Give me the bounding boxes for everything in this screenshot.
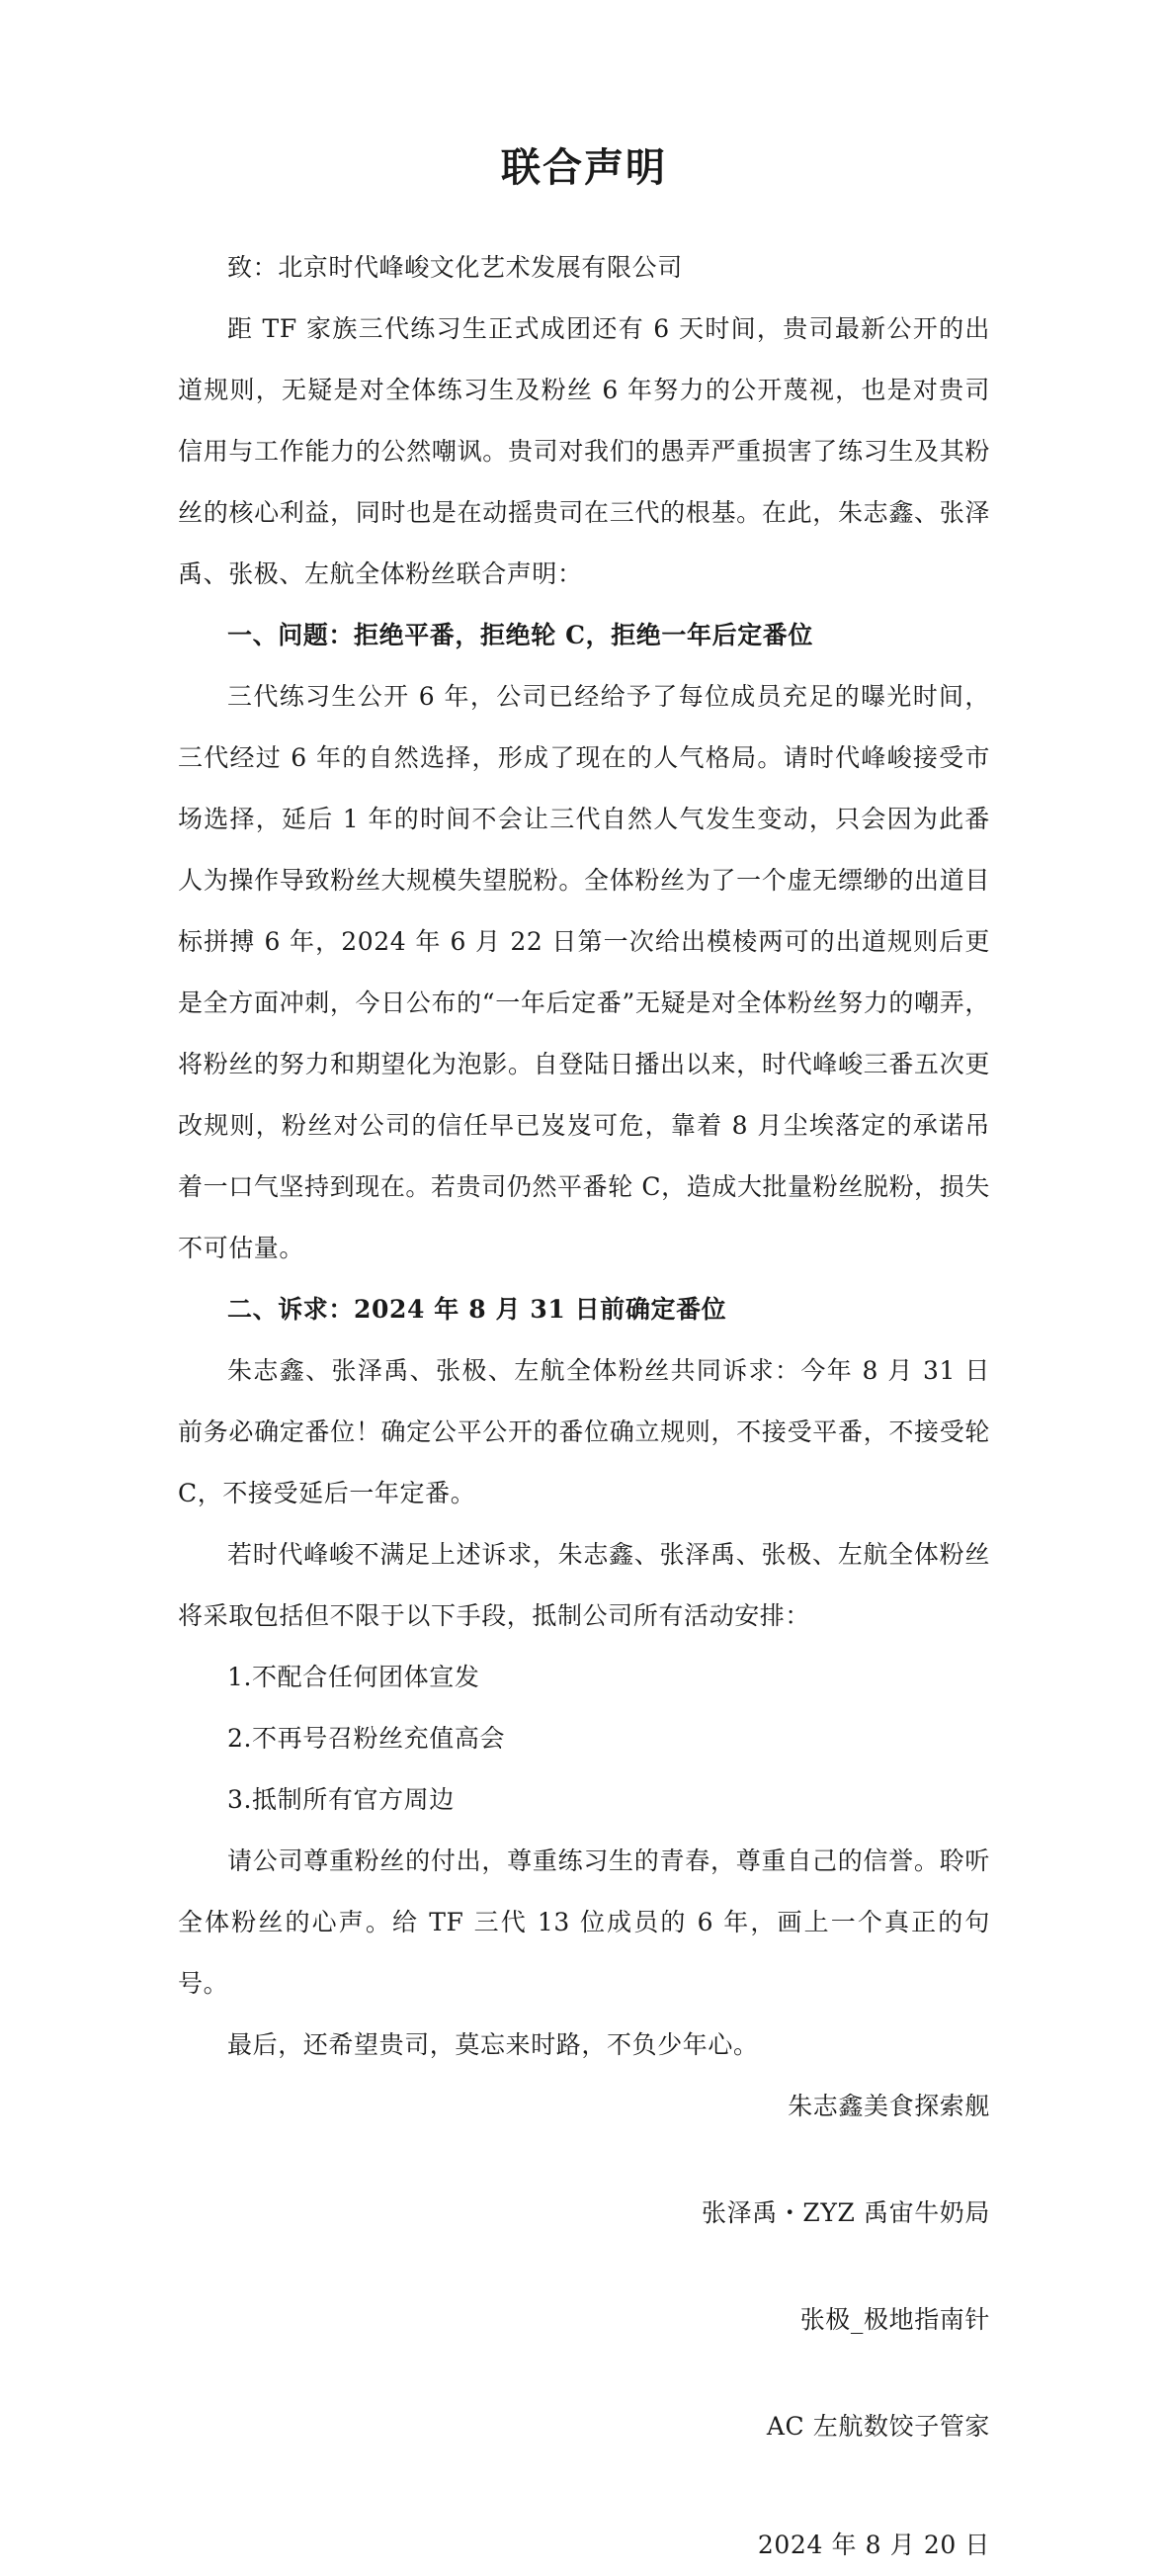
section2-heading: 二、诉求：2024 年 8 月 31 日前确定番位 xyxy=(227,1295,727,1324)
measure-item-1: 1.不配合任何团体宣发 xyxy=(227,1663,480,1691)
section2-body-demands: 朱志鑫、张泽禹、张极、左航全体粉丝共同诉求：今年 8 月 31 日前务必确定番位！确定公平公开的番位确立规则，不接受平番，不接受轮 C，不接受延后一年定番。 xyxy=(178,1356,990,1507)
recipient-line: 致：北京时代峰峻文化艺术发展有限公司 xyxy=(227,253,683,282)
closing-paragraph: 请公司尊重粉丝的付出，尊重练习生的青春，尊重自己的信誉。聆听全体粉丝的心声。给 TF 三代 13 位成员的 6 年，画上一个真正的句号。 xyxy=(178,1846,990,1998)
signature-zhu-zhixin-fans: 朱志鑫美食探索舰 xyxy=(788,2092,990,2120)
signature-zhang-ji-fans: 张极_极地指南针 xyxy=(799,2305,990,2334)
document-title: 联合声明 xyxy=(501,144,667,191)
section2-body-measures: 若时代峰峻不满足上述诉求，朱志鑫、张泽禹、张极、左航全体粉丝将采取包括但不限于以下手段，抵制公司所有活动安排： xyxy=(178,1540,990,1630)
intro-paragraph: 距 TF 家族三代练习生正式成团还有 6 天时间，贵司最新公开的出道规则，无疑是对全体练习生及粉丝 6 年努力的公开蔑视，也是对贵司信用与工作能力的公然嘲讽。贵司对我们的愚弄严重损害了练习生及其粉丝的核心利益，同时也是在动摇贵司在三代的根基。在此，朱志鑫、张泽禹、张极、左航全体粉丝联合声明： xyxy=(178,314,990,588)
section1-heading: 一、问题：拒绝平番，拒绝轮 C，拒绝一年后定番位 xyxy=(227,621,814,649)
signature-zhang-zeyu-fans: 张泽禹・ZYZ 禹宙牛奶局 xyxy=(702,2198,990,2227)
measure-item-2: 2.不再号召粉丝充值高会 xyxy=(227,1724,506,1753)
statement-date: 2024 年 8 月 20 日 xyxy=(757,2531,990,2559)
measure-item-3: 3.抵制所有官方周边 xyxy=(227,1785,455,1814)
section1-body: 三代练习生公开 6 年，公司已经给予了每位成员充足的曝光时间，三代经过 6 年的自然选择，形成了现在的人气格局。请时代峰峻接受市场选择，延后 1 年的时间不会让三代自然人气发生变动，只会因为此番人为操作导致粉丝大规模失望脱粉。全体粉丝为了一个虚无缥缈的出道目标拼搏 6 年，2024 年 6 月 22 日第一次给出模棱两可的出道规则后更是全方面冲刺，今日公布的“一年后定番”无疑是对全体粉丝努力的嘲弄，将粉丝的努力和期望化为泡影。自登陆日播出以来，时代峰峻三番五次更改规则，粉丝对公司的信任早已岌岌可危，靠着 8 月尘埃落定的承诺吊着一口气坚持到现在。若贵司仍然平番轮 C，造成大批量粉丝脱粉，损失不可估量。 xyxy=(178,682,990,1262)
final-wish: 最后，还希望贵司，莫忘来时路，不负少年心。 xyxy=(227,2030,759,2059)
signature-zuo-hang-fans: AC 左航数饺子管家 xyxy=(766,2412,990,2441)
